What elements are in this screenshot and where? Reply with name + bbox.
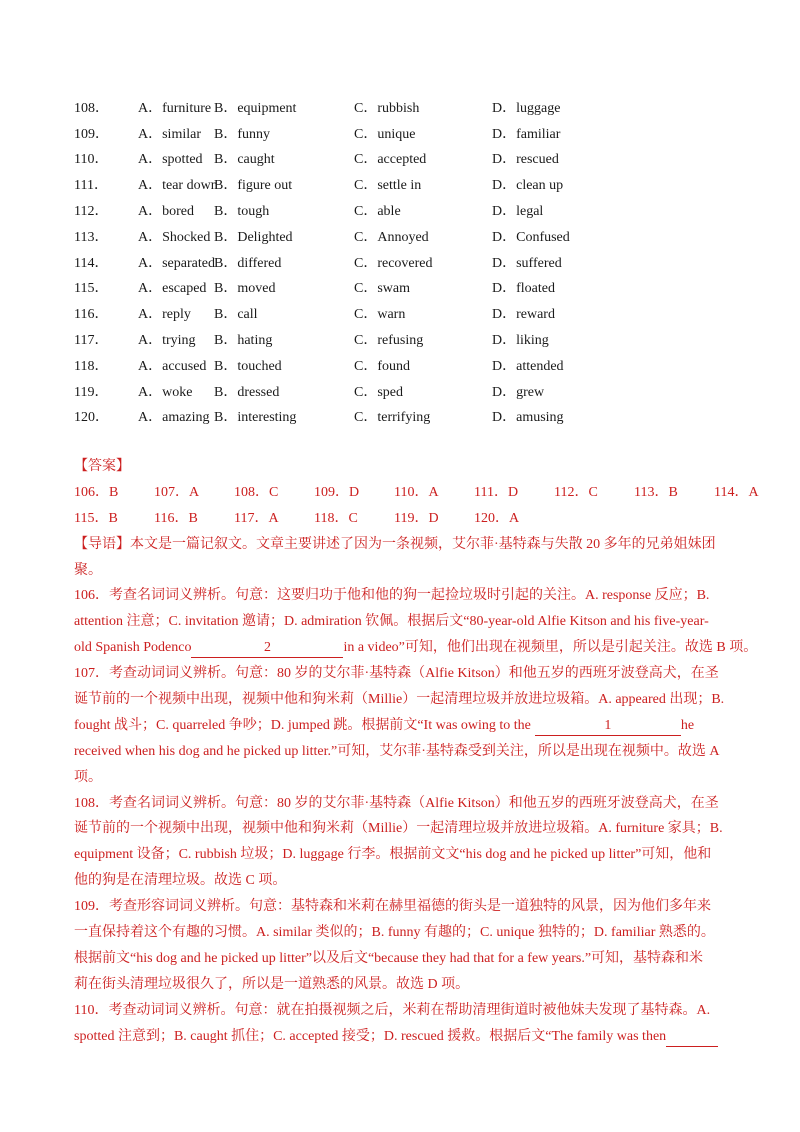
exp-107-line-3 xyxy=(74,713,758,739)
exp-106-pre: old Spanish Podenco xyxy=(74,640,192,656)
question-number: 110． xyxy=(74,152,109,168)
answer-section xyxy=(74,454,758,1049)
option-b: B．figure out xyxy=(214,178,293,194)
guide-tag: 【导语】 xyxy=(74,536,130,552)
option-c: C．rubbish xyxy=(354,100,420,116)
option-c: C．Annoyed xyxy=(354,229,429,245)
answer-item: 110．A xyxy=(394,484,439,500)
option-d: D．grew xyxy=(492,384,545,400)
exp-108-line-1: 108．考查名词词义辨析。句意：80 岁的艾尔菲·基特森（Alfie Kitson）和他五岁的西班牙波登高犬，在圣 xyxy=(74,795,719,811)
answer-row-2 xyxy=(74,506,758,532)
option-b: B．dressed xyxy=(214,384,280,400)
option-d: D．familiar xyxy=(492,126,561,142)
option-b: B．differed xyxy=(214,255,282,271)
option-c: C．found xyxy=(354,358,410,374)
option-d: D．amusing xyxy=(492,410,564,426)
exp-106-line-1: 106．考查名词词义辨析。句意：这要归功于他和他的狗一起捡垃圾时引起的关注。A. response 反应；B. xyxy=(74,588,710,604)
answer-item: 106．B xyxy=(74,484,119,500)
exp-106-post: in a video”可知，他们出现在视频里，所以是引起关注。故选 B 项。 xyxy=(343,640,758,656)
answer-item: 108．C xyxy=(234,484,279,500)
option-b: B．equipment xyxy=(214,100,297,116)
answer-row-1 xyxy=(74,480,758,506)
option-d: D．clean up xyxy=(492,178,564,194)
answer-item: 120．A xyxy=(474,510,520,526)
exp-110-text: spotted 注意到；B. caught 抓住；C. accepted 接受；D. rescued 援救。根据后文“The family was then xyxy=(74,1028,667,1044)
question-number: 120． xyxy=(74,410,109,426)
option-row xyxy=(74,223,614,249)
option-c: C．settle in xyxy=(354,178,422,194)
option-c: C．warn xyxy=(354,307,406,323)
option-a: A．separated xyxy=(138,255,215,271)
question-number: 119． xyxy=(74,384,109,400)
guide-text-1: 本文是一篇记叙文。文章主要讲述了因为一条视频，艾尔菲·基特森与失散 20 多年的兄弟姐妹团 xyxy=(130,536,716,552)
option-d: D．Confused xyxy=(492,229,570,245)
question-number: 114． xyxy=(74,255,109,271)
question-number: 116． xyxy=(74,307,109,323)
option-row xyxy=(74,249,614,275)
option-b: B．funny xyxy=(214,126,270,142)
option-d: D．attended xyxy=(492,358,564,374)
option-row xyxy=(74,120,614,146)
exp-106-line-2: attention 注意；C. invitation 邀请；D. admiration 钦佩。根据后文“80-year-old Alfie Kitson and his five-year- xyxy=(74,614,709,630)
option-d: D．liking xyxy=(492,333,549,349)
exp-106-line-3 xyxy=(74,635,758,661)
option-d: D．luggage xyxy=(492,100,561,116)
answer-item: 116．B xyxy=(154,510,198,526)
exp-108-line-3: equipment 设备；C. rubbish 垃圾；D. luggage 行李。根据前文文“his dog and he picked up litter”可知，他和 xyxy=(74,847,712,863)
question-number: 108． xyxy=(74,100,109,116)
question-number: 115． xyxy=(74,281,109,297)
option-a: A．reply xyxy=(138,307,191,323)
answer-item: 115．B xyxy=(74,510,118,526)
exp-110-line-1: 110．考查动词词义辨析。句意：就在拍摄视频之后，米莉在帮助清理街道时被他妹夫发现了基特森。A. xyxy=(74,1002,711,1018)
question-number: 113． xyxy=(74,229,109,245)
blank-trailing xyxy=(666,1028,718,1047)
blank-2: 2 xyxy=(191,639,343,658)
option-a: A．similar xyxy=(138,126,201,142)
option-c: C．swam xyxy=(354,281,410,297)
option-c: C．recovered xyxy=(354,255,433,271)
answer-item: 111．D xyxy=(474,484,519,500)
option-b: B．touched xyxy=(214,358,282,374)
option-row xyxy=(74,300,614,326)
option-c: C．unique xyxy=(354,126,416,142)
option-row xyxy=(74,94,614,120)
option-d: D．floated xyxy=(492,281,555,297)
answer-item: 113．B xyxy=(634,484,678,500)
question-number: 111． xyxy=(74,178,108,194)
option-c: C．accepted xyxy=(354,152,427,168)
question-number: 112． xyxy=(74,204,109,220)
option-c: C．able xyxy=(354,204,401,220)
option-c: C．refusing xyxy=(354,333,424,349)
option-b: B．tough xyxy=(214,204,270,220)
option-a: A．trying xyxy=(138,333,196,349)
option-d: D．reward xyxy=(492,307,555,323)
exp-107-pre: fought 战斗；C. quarreled 争吵；D. jumped 跳。根据前文“It was owing to the xyxy=(74,717,531,733)
exp-109-line-4: 莉在街头清理垃圾很久了，所以是一道熟悉的风景。故选 D 项。 xyxy=(74,976,470,992)
question-number: 118． xyxy=(74,358,109,374)
exp-107-line-2: 诞节前的一个视频中出现，视频中他和狗米莉（Millie）一起清理垃圾并放进垃圾箱。A. appeared 出现；B. xyxy=(74,692,725,708)
blank-1: 1 xyxy=(535,717,681,736)
exp-109-line-2: 一直保持着这个有趣的习惯。A. similar 类似的；B. funny 有趣的；C. unique 独特的；D. familiar 熟悉的。 xyxy=(74,925,715,941)
exp-110-line-2 xyxy=(74,1024,758,1050)
exp-107-line-4: received when his dog and he picked up litter.”可知，艾尔菲·基特森受到关注，所以是出现在视频中。故选 A xyxy=(74,743,720,759)
exp-109-line-1: 109．考查形容词词义辨析。句意：基特森和米莉在赫里福德的街头是一道独特的风景，因为他们多年来 xyxy=(74,899,711,915)
question-number: 117． xyxy=(74,333,109,349)
option-row xyxy=(74,146,614,172)
option-row xyxy=(74,404,614,430)
exp-108-line-4: 他的狗是在清理垃圾。故选 C 项。 xyxy=(74,873,287,889)
option-d: D．rescued xyxy=(492,152,559,168)
option-c: C．terrifying xyxy=(354,410,431,426)
guide-line-2: 聚。 xyxy=(74,562,102,578)
option-a: A．tear down xyxy=(138,178,218,194)
option-a: A．accused xyxy=(138,358,207,374)
answer-item: 118．C xyxy=(314,510,358,526)
option-b: B．hating xyxy=(214,333,273,349)
guide-line-1 xyxy=(74,532,758,558)
answer-item: 119．D xyxy=(394,510,439,526)
option-row xyxy=(74,326,614,352)
option-d: D．suffered xyxy=(492,255,562,271)
option-a: A．escaped xyxy=(138,281,207,297)
option-c: C．sped xyxy=(354,384,403,400)
answer-heading: 【答案】 xyxy=(74,459,130,474)
option-b: B．Delighted xyxy=(214,229,293,245)
option-d: D．legal xyxy=(492,204,544,220)
option-a: A．bored xyxy=(138,204,194,220)
option-b: B．moved xyxy=(214,281,276,297)
option-b: B．call xyxy=(214,307,258,323)
answer-item: 117．A xyxy=(234,510,279,526)
option-a: A．furniture xyxy=(138,100,212,116)
answer-item: 109．D xyxy=(314,484,360,500)
option-row xyxy=(74,275,614,301)
question-number: 109． xyxy=(74,126,109,142)
answer-item: 112．C xyxy=(554,484,598,500)
option-b: B．caught xyxy=(214,152,275,168)
answer-item: 107．A xyxy=(154,484,200,500)
exp-108-line-2: 诞节前的一个视频中出现，视频中他和狗米莉（Millie）一起清理垃圾并放进垃圾箱。A. furniture 家具；B. xyxy=(74,821,723,837)
option-a: A．spotted xyxy=(138,152,203,168)
option-row xyxy=(74,197,614,223)
option-row xyxy=(74,352,614,378)
exp-109-line-3: 根据前文“his dog and he picked up litter”以及后文“because they had that for a few years.”可知，基特森和米 xyxy=(74,950,704,966)
exp-107-line-1: 107．考查动词词义辨析。句意：80 岁的艾尔菲·基特森（Alfie Kitson）和他五岁的西班牙波登高犬，在圣 xyxy=(74,666,719,682)
option-row xyxy=(74,171,614,197)
exp-107-post: he xyxy=(680,717,695,733)
exp-107-line-5: 项。 xyxy=(74,769,102,785)
option-a: A．Shocked xyxy=(138,229,211,245)
option-a: A．woke xyxy=(138,384,193,400)
options-table xyxy=(74,94,614,429)
option-a: A．amazing xyxy=(138,410,210,426)
answer-item: 114．A xyxy=(714,484,759,500)
option-b: B．interesting xyxy=(214,410,297,426)
option-row xyxy=(74,378,614,404)
